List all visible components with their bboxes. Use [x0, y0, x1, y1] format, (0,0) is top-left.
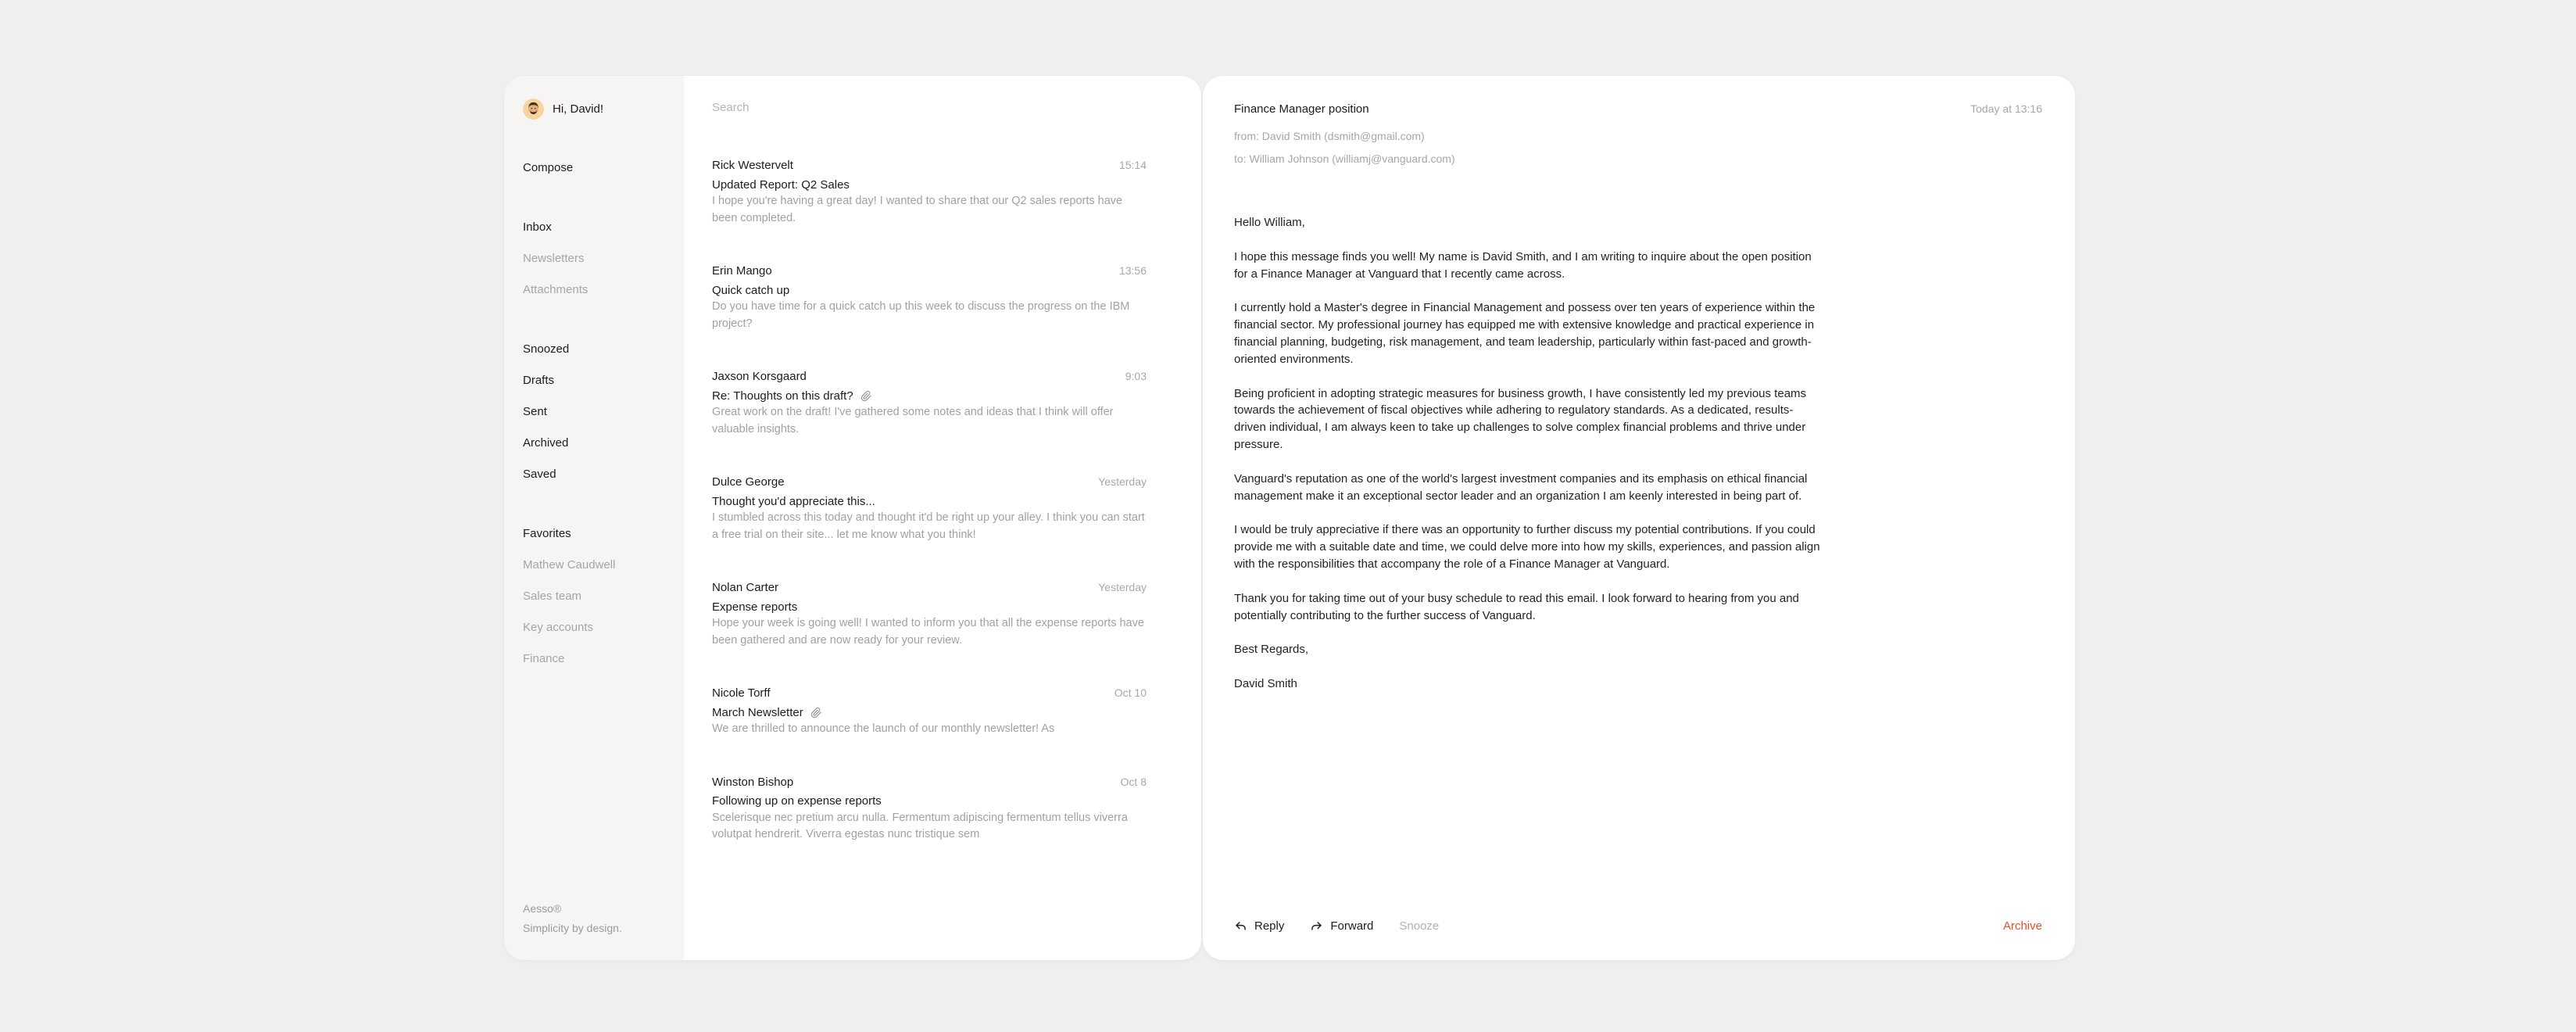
body-paragraph: Being proficient in adopting strategic measures for business growth, I have consistently led my previous teams towards the achievement of fiscal objectives while adhering to regulatory standards. As a dedicated, results-driven individual, I am always keen to take up challenges to solve complex financial problems and thrive under pressure. — [1234, 386, 1807, 451]
forward-arrow-icon — [1310, 919, 1323, 933]
favorite-label: Finance — [523, 651, 565, 665]
brand-footer — [523, 899, 670, 938]
sidebar-item-finance[interactable] — [523, 643, 670, 674]
email-preview: Scelerisque nec pretium arcu nulla. Fermentum adipiscing fermentum tellus viverra volutpat hendrerit. Viverra egestas nunc tristique sem — [712, 811, 1128, 840]
forward-button[interactable] — [1310, 919, 1373, 933]
email-preview: Do you have time for a quick catch up this week to discuss the progress on the IBM project? — [712, 300, 1130, 330]
email-sender: Dulce George — [712, 475, 785, 489]
body-paragraph: I would be truly appreciative if there was an opportunity to further discuss my potential contributions. If you could provide me with a suitable date and time, we could delve more into how my skills, experiences, and passion align with the responsibilities that accompany the role of a Finance Manager at Vanguard. — [1234, 523, 1820, 571]
email-subject: Quick catch up — [712, 283, 790, 297]
sidebar-item-sales-team[interactable] — [523, 580, 670, 611]
sidebar — [504, 76, 684, 960]
drafts-label: Drafts — [523, 373, 555, 387]
favorite-label: Mathew Caudwell — [523, 557, 616, 572]
snooze-button[interactable] — [1399, 919, 1439, 933]
sidebar-item-snoozed[interactable] — [523, 333, 670, 364]
sidebar-group-favorites — [523, 518, 670, 674]
email-time: Yesterday — [1098, 475, 1147, 488]
sidebar-group-mailboxes — [523, 211, 670, 305]
favorite-label: Key accounts — [523, 620, 594, 634]
email-to-line: to: William Johnson (williamj@vanguard.com) — [1234, 152, 1455, 165]
mail-app-card — [504, 76, 1201, 960]
email-list-item-dulce-george[interactable] — [712, 475, 1147, 543]
email-sender: Winston Bishop — [712, 775, 794, 789]
email-subject: Re: Thoughts on this draft? — [712, 389, 853, 403]
email-preview: I hope you're having a great day! I wanted to share that our Q2 sales reports have been completed. — [712, 195, 1123, 224]
email-subject: Following up on expense reports — [712, 794, 882, 808]
sidebar-item-sent[interactable] — [523, 396, 670, 427]
email-time: Yesterday — [1098, 581, 1147, 593]
sidebar-item-drafts[interactable] — [523, 364, 670, 396]
email-preview: I stumbled across this today and thought it'd be right up your alley. I think you can start a free trial on their site... let me know what you think! — [712, 511, 1145, 541]
archived-label: Archived — [523, 435, 569, 450]
email-sender: Rick Westervelt — [712, 159, 793, 172]
email-detail-panel — [1203, 76, 2075, 960]
user-avatar-icon — [523, 99, 544, 120]
sidebar-item-inbox[interactable] — [523, 211, 670, 242]
sidebar-item-compose[interactable] — [523, 152, 670, 183]
newsletters-label: Newsletters — [523, 251, 585, 265]
email-time: 9:03 — [1125, 370, 1147, 382]
email-subject: Expense reports — [712, 600, 798, 614]
sidebar-item-mathew-caudwell[interactable] — [523, 549, 670, 580]
sidebar-item-key-accounts[interactable] — [523, 611, 670, 643]
email-preview: Great work on the draft! I've gathered some notes and ideas that I think will offer valuable insights. — [712, 406, 1114, 435]
attachments-label: Attachments — [523, 282, 589, 296]
sidebar-item-favorites[interactable] — [523, 518, 670, 549]
reply-arrow-icon — [1234, 919, 1247, 933]
archive-label: Archive — [2002, 919, 2042, 933]
email-subject: Updated Report: Q2 Sales — [712, 177, 850, 192]
inbox-label: Inbox — [523, 220, 552, 234]
email-sender: Nolan Carter — [712, 581, 779, 594]
email-action-bar — [1234, 917, 2042, 934]
sent-label: Sent — [523, 404, 547, 418]
sidebar-item-saved[interactable] — [523, 458, 670, 489]
email-list-item-nicole-torff[interactable] — [712, 686, 1147, 738]
email-list-item-winston-bishop[interactable] — [712, 776, 1147, 844]
email-from-line: from: David Smith (dsmith@gmail.com) — [1234, 130, 1425, 142]
body-paragraph: Hello William, — [1234, 216, 1305, 229]
body-paragraph: Thank you for taking time out of your busy schedule to read this email. I look forward to hearing from you and potentially contributing to the further success of Vanguard. — [1234, 591, 1799, 622]
email-time: Oct 10 — [1114, 686, 1147, 699]
email-preview: Hope your week is going well! I wanted to inform you that all the expense reports have been gathered and are now ready for your review. — [712, 617, 1144, 647]
compose-label: Compose — [523, 160, 574, 174]
email-detail-subject: Finance Manager position — [1234, 102, 1369, 116]
email-subject: Thought you'd appreciate this... — [712, 494, 875, 508]
favorite-label: Sales team — [523, 589, 582, 603]
email-list-item-rick-westervelt[interactable] — [712, 159, 1147, 227]
body-paragraph: Vanguard's reputation as one of the world's largest investment companies and its emphasis on ethical financial management make it an exceptional sector leader and an organization I am keenly interested in being part of. — [1234, 471, 1808, 503]
archive-button[interactable] — [2003, 919, 2042, 933]
email-detail-timestamp: Today at 13:16 — [1970, 102, 2042, 115]
saved-label: Saved — [523, 467, 556, 481]
sidebar-item-newsletters[interactable] — [523, 242, 670, 274]
reply-button[interactable] — [1234, 919, 1284, 933]
forward-label: Forward — [1330, 919, 1374, 933]
sidebar-item-attachments[interactable] — [523, 274, 670, 305]
body-paragraph: I currently hold a Master's degree in Financial Management and possess over ten years of experience within the financial sector. My professional journey has equipped me with extensive knowledge and practical experience in financial planning, budgeting, risk management, and team leadership, particularly within fast-paced and growth-oriented environments. — [1234, 301, 1816, 366]
favorites-label: Favorites — [523, 526, 571, 540]
search-input[interactable] — [712, 99, 1147, 115]
paperclip-icon — [810, 707, 822, 718]
email-list-item-nolan-carter[interactable] — [712, 581, 1147, 649]
reply-label: Reply — [1254, 919, 1285, 933]
user-greeting — [523, 99, 670, 120]
email-sender: Nicole Torff — [712, 686, 771, 700]
email-sender: Jaxson Korsgaard — [712, 370, 807, 383]
snooze-label: Snooze — [1399, 919, 1440, 933]
email-list-item-erin-mango[interactable] — [712, 264, 1147, 332]
email-preview: We are thrilled to announce the launch of our monthly newsletter! As — [712, 722, 1055, 735]
body-signoff: Best Regards, — [1234, 643, 1309, 657]
email-time: 15:14 — [1118, 159, 1147, 171]
snoozed-label: Snoozed — [523, 342, 570, 356]
email-sender: Erin Mango — [712, 264, 772, 278]
email-list-item-jaxson-korsgaard[interactable] — [712, 370, 1147, 438]
email-subject: March Newsletter — [712, 705, 803, 719]
brand-name: Aesso® — [523, 902, 562, 915]
sidebar-item-archived[interactable] — [523, 427, 670, 458]
sidebar-group-folders — [523, 333, 670, 489]
email-time: 13:56 — [1118, 264, 1147, 277]
email-detail-meta — [1234, 125, 2042, 170]
email-list-panel — [684, 76, 1201, 960]
paperclip-icon — [860, 390, 872, 402]
email-time: Oct 8 — [1120, 775, 1147, 788]
brand-tagline: Simplicity by design. — [523, 922, 622, 934]
email-body — [1234, 214, 1823, 693]
greeting-text: Hi, David! — [553, 102, 604, 116]
body-signature: David Smith — [1234, 677, 1297, 691]
email-list — [712, 159, 1147, 844]
body-paragraph: I hope this message finds you well! My name is David Smith, and I am writing to inquire about the open position for a Finance Manager at Vanguard that I recently came across. — [1234, 249, 1812, 281]
